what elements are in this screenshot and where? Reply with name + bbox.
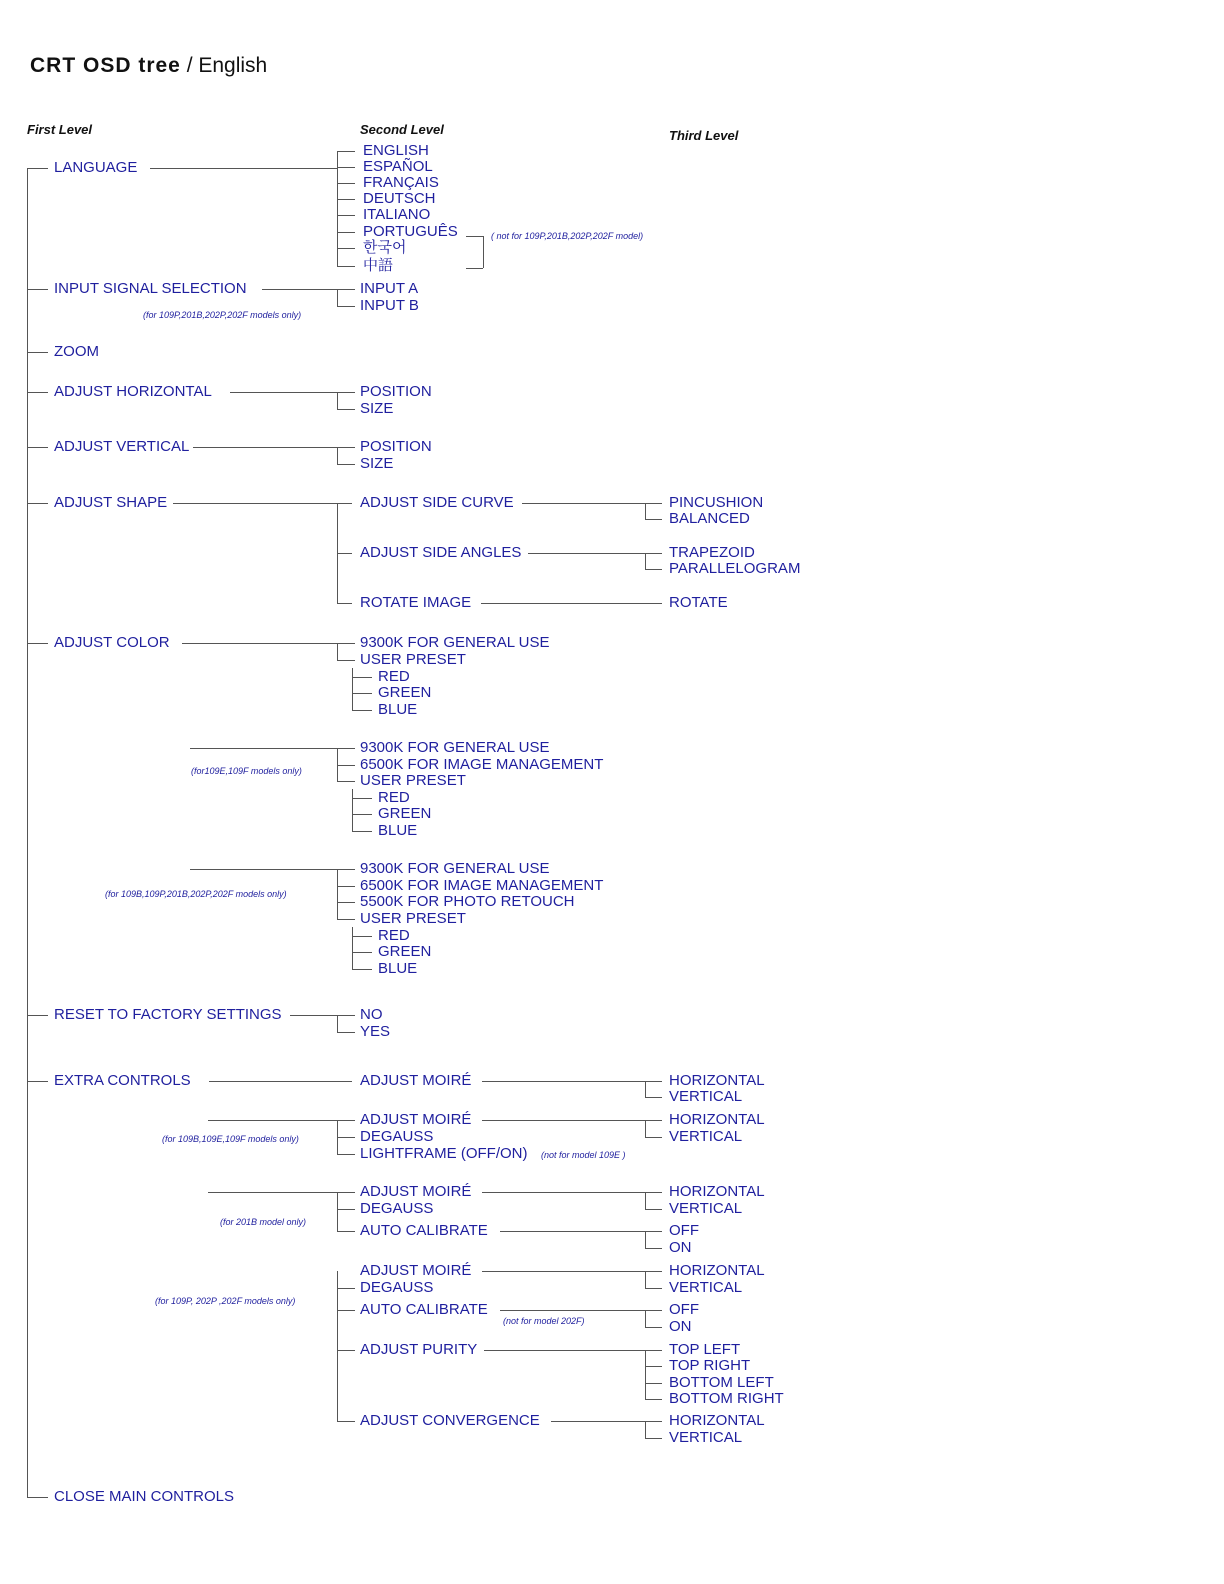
connector-line xyxy=(645,1310,646,1327)
connector-line xyxy=(337,232,355,233)
connector-line xyxy=(645,1350,662,1351)
adjust-moire-option: ADJUST MOIRÉ xyxy=(360,1262,472,1279)
connector-line xyxy=(500,1310,645,1311)
connector-line xyxy=(645,1120,662,1121)
blue-option: BLUE xyxy=(378,822,418,839)
connector-line xyxy=(190,748,337,749)
connector-line xyxy=(645,1271,662,1272)
blue-option: BLUE xyxy=(378,701,418,718)
header-second-level: Second Level xyxy=(360,122,444,137)
input-signal-note: (for 109P,201B,202P,202F models only) xyxy=(143,310,302,320)
language-option: ESPAÑOL xyxy=(363,158,433,175)
on-option: ON xyxy=(669,1318,692,1335)
connector-line xyxy=(337,151,355,152)
connector-line xyxy=(337,643,355,644)
connector-line xyxy=(645,1399,662,1400)
adjust-side-curve-option: ADJUST SIDE CURVE xyxy=(360,494,514,511)
auto-calibrate-option: AUTO CALIBRATE xyxy=(360,1222,488,1239)
connector-line xyxy=(337,1015,355,1016)
connector-line xyxy=(645,569,662,570)
connector-line xyxy=(230,392,337,393)
vertical-option: VERTICAL xyxy=(669,1128,743,1145)
color-9300k-option: 9300K FOR GENERAL USE xyxy=(360,739,550,756)
connector-line xyxy=(466,236,483,237)
connector-line xyxy=(551,1421,645,1422)
connector-line xyxy=(481,603,662,604)
connector-line xyxy=(337,392,338,409)
connector-line xyxy=(337,1288,355,1289)
connector-line xyxy=(337,1421,355,1422)
connector-line xyxy=(645,553,662,554)
connector-line xyxy=(337,289,338,306)
connector-line xyxy=(337,1032,355,1033)
connector-line xyxy=(337,1154,355,1155)
connector-line xyxy=(27,1015,48,1016)
top-right-option: TOP RIGHT xyxy=(669,1357,751,1374)
connector-line xyxy=(337,1015,338,1032)
connector-line xyxy=(645,1192,662,1193)
connector-line xyxy=(645,1421,662,1422)
connector-line xyxy=(173,503,337,504)
connector-line xyxy=(645,1081,662,1082)
connector-line xyxy=(482,1120,645,1121)
green-option: GREEN xyxy=(378,805,432,822)
rotate-option: ROTATE xyxy=(669,594,728,611)
connector-line xyxy=(500,1231,645,1232)
connector-line xyxy=(337,306,355,307)
connector-line xyxy=(645,1310,662,1311)
color-note-109e-109f: (for109E,109F models only) xyxy=(191,766,302,776)
header-first-level: First Level xyxy=(27,122,93,137)
connector-line xyxy=(337,869,338,919)
connector-line xyxy=(645,1327,662,1328)
connector-line xyxy=(484,1350,645,1351)
connector-line xyxy=(337,409,355,410)
connector-line xyxy=(337,266,355,267)
connector-line xyxy=(337,553,352,554)
language-option: FRANÇAIS xyxy=(363,174,439,191)
reset-factory-item: RESET TO FACTORY SETTINGS xyxy=(54,1006,282,1023)
connector-line xyxy=(352,927,353,969)
connector-line xyxy=(27,352,48,353)
connector-line xyxy=(482,1192,645,1193)
on-option: ON xyxy=(669,1239,692,1256)
connector-line xyxy=(528,553,645,554)
color-9300k-option: 9300K FOR GENERAL USE xyxy=(360,634,550,651)
connector-line xyxy=(337,1271,338,1421)
parallelogram-option: PARALLELOGRAM xyxy=(669,560,801,577)
connector-line xyxy=(337,919,355,920)
horizontal-option: HORIZONTAL xyxy=(669,1262,765,1279)
connector-line xyxy=(337,1192,355,1193)
size-option: SIZE xyxy=(360,455,394,472)
connector-line xyxy=(337,1310,355,1311)
user-preset-option: USER PRESET xyxy=(360,910,466,927)
red-option: RED xyxy=(378,927,410,944)
degauss-option: DEGAUSS xyxy=(360,1128,434,1145)
connector-line xyxy=(466,268,483,269)
connector-line xyxy=(337,248,355,249)
language-item: LANGUAGE xyxy=(54,159,138,176)
connector-line xyxy=(645,1097,662,1098)
connector-line xyxy=(645,503,646,519)
title-main: CRT OSD tree xyxy=(30,54,181,77)
adjust-moire-option: ADJUST MOIRÉ xyxy=(360,1111,472,1128)
language-note: ( not for 109P,201B,202P,202F model) xyxy=(491,231,644,241)
connector-line xyxy=(262,289,337,290)
connector-line xyxy=(645,519,662,520)
user-preset-option: USER PRESET xyxy=(360,651,466,668)
connector-line xyxy=(352,936,372,937)
adjust-color-item: ADJUST COLOR xyxy=(54,634,170,651)
vertical-option: VERTICAL xyxy=(669,1200,743,1217)
adjust-moire-option: ADJUST MOIRÉ xyxy=(360,1183,472,1200)
extra-note-201b: (for 201B model only) xyxy=(220,1217,307,1227)
connector-line xyxy=(645,553,646,569)
connector-line xyxy=(150,168,337,169)
connector-line xyxy=(337,603,352,604)
connector-line xyxy=(337,447,355,448)
auto-calibrate-option: AUTO CALIBRATE xyxy=(360,1301,488,1318)
connector-line xyxy=(645,1120,646,1137)
horizontal-option: HORIZONTAL xyxy=(669,1183,765,1200)
connector-line xyxy=(352,789,353,831)
extra-controls-item: EXTRA CONTROLS xyxy=(54,1072,191,1089)
connector-line xyxy=(337,902,355,903)
connector-line xyxy=(290,1015,337,1016)
pincushion-option: PINCUSHION xyxy=(669,494,764,511)
lightframe-note: (not for model 109E ) xyxy=(541,1150,626,1160)
user-preset-option: USER PRESET xyxy=(360,772,466,789)
language-option: ITALIANO xyxy=(363,206,431,223)
connector-line xyxy=(27,289,48,290)
connector-line xyxy=(337,869,355,870)
connector-line xyxy=(337,1350,355,1351)
language-option: PORTUGUÊS xyxy=(363,223,458,240)
connector-line xyxy=(337,215,355,216)
connector-line xyxy=(645,1231,646,1248)
connector-line xyxy=(645,1231,662,1232)
connector-line xyxy=(337,1192,338,1231)
color-note-109b-group: (for 109B,109P,201B,202P,202F models only) xyxy=(105,889,287,899)
vertical-option: VERTICAL xyxy=(669,1088,743,1105)
connector-line xyxy=(352,668,353,710)
connector-line xyxy=(337,765,355,766)
lightframe-option: LIGHTFRAME (OFF/ON) xyxy=(360,1145,528,1162)
connector-line xyxy=(352,831,372,832)
connector-line xyxy=(27,1497,48,1498)
trapezoid-option: TRAPEZOID xyxy=(669,544,755,561)
connector-line xyxy=(337,464,355,465)
connector-line xyxy=(337,781,355,782)
input-signal-item: INPUT SIGNAL SELECTION xyxy=(54,280,247,297)
connector-line xyxy=(352,969,372,970)
connector-line xyxy=(337,886,355,887)
bottom-right-option: BOTTOM RIGHT xyxy=(669,1390,784,1407)
connector-line xyxy=(182,643,337,644)
connector-line xyxy=(190,869,337,870)
adjust-side-angles-option: ADJUST SIDE ANGLES xyxy=(360,544,522,561)
adjust-purity-option: ADJUST PURITY xyxy=(360,1341,478,1358)
connector-line xyxy=(337,1231,355,1232)
connector-line xyxy=(337,503,352,504)
off-option: OFF xyxy=(669,1301,699,1318)
input-a-option: INPUT A xyxy=(360,280,419,297)
input-b-option: INPUT B xyxy=(360,297,419,314)
yes-option: YES xyxy=(360,1023,391,1040)
connector-line xyxy=(27,447,48,448)
connector-line xyxy=(645,1137,662,1138)
connector-line xyxy=(27,503,48,504)
connector-line xyxy=(337,660,355,661)
connector-line xyxy=(337,643,338,660)
color-6500k-option: 6500K FOR IMAGE MANAGEMENT xyxy=(360,756,604,773)
degauss-option: DEGAUSS xyxy=(360,1279,434,1296)
bottom-left-option: BOTTOM LEFT xyxy=(669,1374,774,1391)
title-suffix: / English xyxy=(180,54,268,77)
language-option: 한국어 xyxy=(363,239,407,256)
red-option: RED xyxy=(378,789,410,806)
red-option: RED xyxy=(378,668,410,685)
extra-note-109p-202p-202f: (for 109P, 202P ,202F models only) xyxy=(155,1296,296,1306)
green-option: GREEN xyxy=(378,684,432,701)
connector-line xyxy=(208,1192,337,1193)
connector-line xyxy=(352,677,372,678)
connector-line xyxy=(645,1366,662,1367)
rotate-image-option: ROTATE IMAGE xyxy=(360,594,472,611)
connector-line xyxy=(352,814,372,815)
connector-line xyxy=(645,1209,662,1210)
top-left-option: TOP LEFT xyxy=(669,1341,741,1358)
no-option: NO xyxy=(360,1006,383,1023)
connector-line xyxy=(482,1271,645,1272)
color-5500k-option: 5500K FOR PHOTO RETOUCH xyxy=(360,893,575,910)
connector-line xyxy=(645,1421,646,1438)
connector-line xyxy=(645,1192,646,1209)
close-main-controls-item: CLOSE MAIN CONTROLS xyxy=(54,1488,235,1505)
connector-line xyxy=(337,392,355,393)
connector-line xyxy=(193,447,337,448)
language-option: ENGLISH xyxy=(363,142,429,159)
vertical-option: VERTICAL xyxy=(669,1429,743,1446)
connector-line xyxy=(337,1120,355,1121)
connector-line xyxy=(645,1438,662,1439)
position-option: POSITION xyxy=(360,438,432,455)
connector-line xyxy=(337,1209,355,1210)
connector-line xyxy=(352,693,372,694)
connector-line xyxy=(27,168,28,1497)
off-option: OFF xyxy=(669,1222,699,1239)
connector-line xyxy=(337,1137,355,1138)
connector-line xyxy=(337,748,355,749)
connector-line xyxy=(482,1081,645,1082)
adjust-shape-item: ADJUST SHAPE xyxy=(54,494,168,511)
connector-line xyxy=(27,643,48,644)
connector-line xyxy=(337,199,355,200)
horizontal-option: HORIZONTAL xyxy=(669,1072,765,1089)
vertical-option: VERTICAL xyxy=(669,1279,743,1296)
position-option: POSITION xyxy=(360,383,432,400)
degauss-option: DEGAUSS xyxy=(360,1200,434,1217)
connector-line xyxy=(27,1081,48,1082)
header-third-level: Third Level xyxy=(669,128,739,143)
blue-option: BLUE xyxy=(378,960,418,977)
horizontal-option: HORIZONTAL xyxy=(669,1412,765,1429)
connector-line xyxy=(337,167,355,168)
page-title xyxy=(30,54,267,78)
color-6500k-option: 6500K FOR IMAGE MANAGEMENT xyxy=(360,877,604,894)
connector-line xyxy=(645,1248,662,1249)
horizontal-option: HORIZONTAL xyxy=(669,1111,765,1128)
connector-line xyxy=(352,798,372,799)
adjust-moire-option: ADJUST MOIRÉ xyxy=(360,1072,472,1089)
auto-calibrate-note: (not for model 202F) xyxy=(503,1316,585,1326)
connector-line xyxy=(352,710,372,711)
connector-line xyxy=(27,392,48,393)
size-option: SIZE xyxy=(360,400,394,417)
connector-line xyxy=(337,183,355,184)
extra-note-109b-109e-109f: (for 109B,109E,109F models only) xyxy=(162,1134,299,1144)
balanced-option: BALANCED xyxy=(669,510,750,527)
connector-line xyxy=(645,1288,662,1289)
connector-line xyxy=(209,1081,352,1082)
connector-line xyxy=(645,1271,646,1288)
adjust-convergence-option: ADJUST CONVERGENCE xyxy=(360,1412,540,1429)
connector-line xyxy=(337,289,355,290)
connector-line xyxy=(645,1350,646,1399)
adjust-horizontal-item: ADJUST HORIZONTAL xyxy=(54,383,212,400)
language-option: DEUTSCH xyxy=(363,190,436,207)
connector-line xyxy=(645,1383,662,1384)
connector-line xyxy=(645,503,662,504)
zoom-item: ZOOM xyxy=(54,343,99,360)
connector-line xyxy=(483,236,484,268)
connector-line xyxy=(645,1081,646,1097)
green-option: GREEN xyxy=(378,943,432,960)
connector-line xyxy=(27,168,48,169)
language-option: 中語 xyxy=(363,257,394,274)
adjust-vertical-item: ADJUST VERTICAL xyxy=(54,438,190,455)
connector-line xyxy=(352,952,372,953)
connector-line xyxy=(208,1120,337,1121)
color-9300k-option: 9300K FOR GENERAL USE xyxy=(360,860,550,877)
connector-line xyxy=(337,447,338,464)
connector-line xyxy=(522,503,645,504)
